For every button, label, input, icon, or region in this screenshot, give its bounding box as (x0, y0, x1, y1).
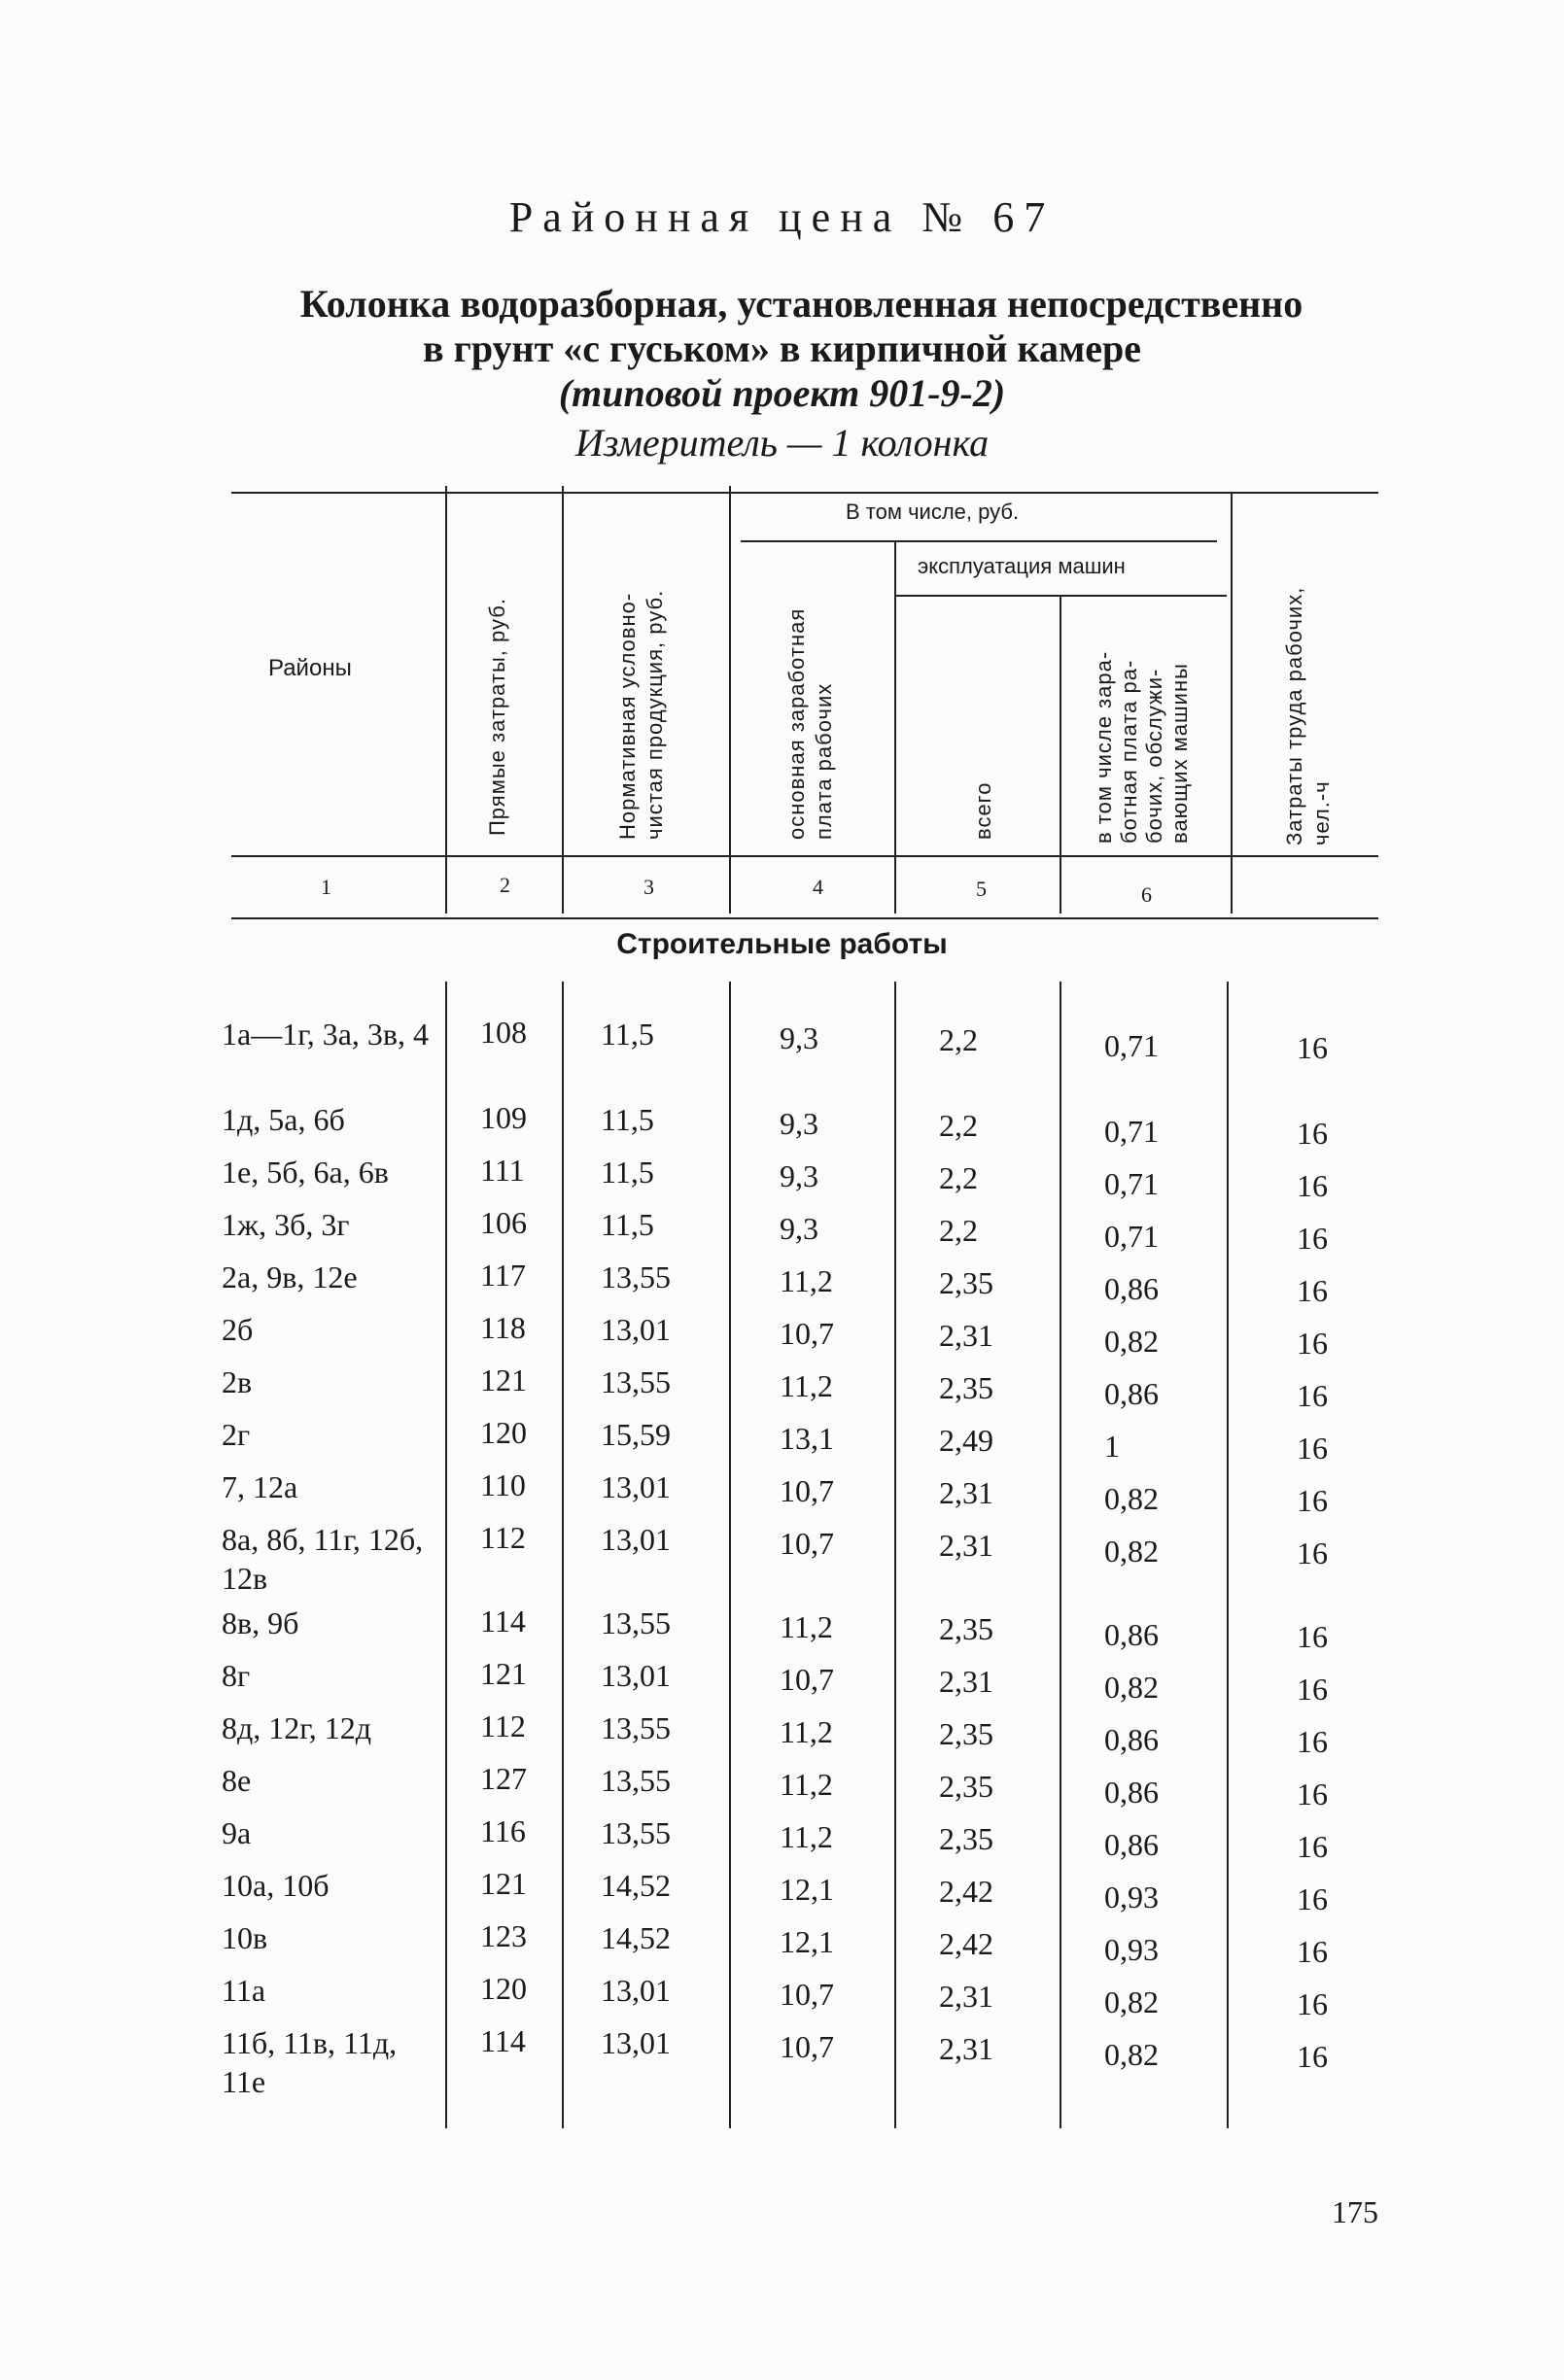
header-bottom-rule (231, 855, 1378, 857)
col-rule-4 (894, 540, 896, 914)
cell-total: 2,31 (939, 1475, 993, 1510)
cell-labor: 16 (1297, 1116, 1328, 1151)
cell-total: 2,35 (939, 1769, 993, 1804)
cell-incl: 0,82 (1104, 1670, 1159, 1705)
cell-total: 2,31 (939, 1979, 993, 2014)
cell-wage: 9,3 (780, 1106, 818, 1141)
cell-wage: 13,1 (780, 1421, 834, 1456)
cell-total: 2,2 (939, 1213, 978, 1248)
body-rule-4 (894, 982, 896, 2128)
header-incl-wage-4: вающих машины (1167, 663, 1192, 844)
cell-labor: 16 (1297, 1168, 1328, 1203)
cell-norm: 11,5 (601, 1207, 654, 1242)
cell-norm: 13,01 (601, 1522, 671, 1557)
cell-direct: 121 (480, 1656, 527, 1691)
cell-wage: 11,2 (780, 1714, 833, 1749)
cell-norm: 13,55 (601, 1259, 671, 1294)
header-base-wage-2: плата рабочих (812, 682, 836, 840)
cell-region: 8а, 8б, 11г, 12б, 12в (222, 1522, 424, 1596)
cell-wage: 11,2 (780, 1368, 833, 1403)
cell-labor: 16 (1297, 1619, 1328, 1654)
col-rule-3 (729, 486, 731, 914)
header-normative-1: Нормативная условно- (615, 592, 640, 840)
colnum-4: 4 (813, 875, 823, 899)
cell-norm: 13,55 (601, 1605, 671, 1640)
header-including: В том числе, руб. (846, 500, 1020, 524)
cell-labor: 16 (1297, 1724, 1328, 1759)
header-labor-1: Затраты труда рабочих, (1282, 586, 1306, 845)
cell-total: 2,31 (939, 1318, 993, 1353)
cell-norm: 13,55 (601, 1815, 671, 1850)
cell-incl: 1 (1104, 1429, 1120, 1464)
cell-labor: 16 (1297, 1535, 1328, 1570)
cell-wage: 11,2 (780, 1609, 833, 1644)
cell-incl: 0,86 (1104, 1617, 1159, 1652)
cell-direct: 118 (480, 1310, 526, 1345)
cell-total: 2,35 (939, 1370, 993, 1405)
colnum-1: 1 (321, 875, 331, 899)
cell-wage: 9,3 (780, 1211, 818, 1246)
cell-incl: 0,86 (1104, 1376, 1159, 1411)
cell-direct: 121 (480, 1362, 527, 1397)
cell-incl: 0,86 (1104, 1722, 1159, 1757)
header-labor-2: чел.-ч (1309, 780, 1334, 845)
cell-wage: 10,7 (780, 1977, 834, 2012)
col-rule-1 (445, 486, 447, 914)
colnum-2: 2 (500, 873, 510, 897)
including-rule (741, 540, 1217, 542)
cell-region: 8в, 9б (222, 1605, 299, 1640)
cell-incl: 0,93 (1104, 1932, 1159, 1967)
cell-norm: 13,01 (601, 2025, 671, 2060)
cell-labor: 16 (1297, 1273, 1328, 1308)
cell-incl: 0,71 (1104, 1166, 1159, 1201)
header-total: всего (971, 781, 995, 840)
cell-norm: 11,5 (601, 1017, 654, 1052)
cell-direct: 108 (480, 1015, 527, 1050)
cell-direct: 123 (480, 1918, 527, 1953)
cell-norm: 13,55 (601, 1763, 671, 1798)
cell-labor: 16 (1297, 1776, 1328, 1811)
cell-region: 8г (222, 1658, 251, 1693)
cell-norm: 13,01 (601, 1973, 671, 2008)
cell-region: 2г (222, 1417, 251, 1452)
cell-labor: 16 (1297, 2039, 1328, 2074)
cell-wage: 11,2 (780, 1263, 833, 1298)
subtitle-line-1: Колонка водоразборная, установленная непосредственно (299, 282, 1303, 326)
section-title: Строительные работы (616, 928, 948, 960)
cell-total: 2,42 (939, 1926, 993, 1961)
cell-region: 9а (222, 1815, 252, 1850)
cell-total: 2,31 (939, 1664, 993, 1699)
cell-total: 2,35 (939, 1821, 993, 1856)
cell-total: 2,2 (939, 1108, 978, 1143)
cell-region: 11а (222, 1973, 266, 2008)
cell-wage: 11,2 (780, 1767, 833, 1802)
cell-direct: 114 (480, 1604, 526, 1638)
cell-incl: 0,71 (1104, 1219, 1159, 1254)
cell-norm: 13,01 (601, 1658, 671, 1693)
body-rule-3 (729, 982, 731, 2128)
cell-region: 2в (222, 1364, 253, 1399)
cell-direct: 106 (480, 1205, 527, 1240)
cell-direct: 112 (480, 1708, 526, 1743)
cell-incl: 0,82 (1104, 1534, 1159, 1569)
colnum-bottom-rule (231, 917, 1378, 919)
cell-total: 2,49 (939, 1423, 993, 1458)
page-title: Районная цена № 67 (508, 193, 1056, 241)
col-rule-5 (1060, 595, 1061, 914)
cell-wage: 9,3 (780, 1158, 818, 1193)
cell-norm: 11,5 (601, 1102, 654, 1137)
header-direct-costs: Прямые затраты, руб. (485, 598, 509, 836)
cell-incl: 0,86 (1104, 1271, 1159, 1306)
cell-total: 2,42 (939, 1874, 993, 1909)
cell-labor: 16 (1297, 1030, 1328, 1065)
cell-labor: 16 (1297, 1431, 1328, 1466)
cell-norm: 13,55 (601, 1710, 671, 1745)
cell-incl: 0,82 (1104, 1984, 1159, 2019)
cell-total: 2,2 (939, 1022, 978, 1057)
col-rule-2 (562, 486, 564, 914)
cell-direct: 112 (480, 1520, 526, 1555)
cell-norm: 14,52 (601, 1920, 671, 1955)
header-incl-wage-2: ботная плата ра- (1117, 659, 1141, 844)
cell-norm: 13,55 (601, 1364, 671, 1399)
cell-norm: 11,5 (601, 1155, 654, 1190)
colnum-6: 6 (1141, 882, 1152, 907)
body-rule-5 (1060, 982, 1061, 2128)
cell-wage: 10,7 (780, 1662, 834, 1697)
cell-direct: 120 (480, 1415, 527, 1450)
cell-direct: 114 (480, 2023, 526, 2058)
cell-norm: 15,59 (601, 1417, 671, 1452)
cell-labor: 16 (1297, 1221, 1328, 1256)
subtitle-line-2: в грунт «с гуськом» в кирпичной камере (423, 327, 1141, 370)
cell-labor: 16 (1297, 1326, 1328, 1361)
header-incl-wage-1: в том числе зара- (1092, 650, 1116, 844)
header-normative-2: чистая продукция, руб. (643, 589, 667, 840)
body-rule-2 (562, 982, 564, 2128)
cell-wage: 9,3 (780, 1020, 818, 1055)
cell-wage: 10,7 (780, 1526, 834, 1561)
cell-region: 8е (222, 1763, 252, 1798)
cell-wage: 12,1 (780, 1924, 834, 1959)
cell-direct: 127 (480, 1761, 527, 1796)
cell-incl: 0,71 (1104, 1028, 1159, 1063)
body-rule-6 (1227, 982, 1229, 2128)
cell-total: 2,31 (939, 2031, 993, 2066)
cell-direct: 121 (480, 1866, 527, 1901)
header-regions: Районы (268, 655, 352, 681)
cell-total: 2,35 (939, 1265, 993, 1300)
cell-incl: 0,71 (1104, 1114, 1159, 1149)
cell-labor: 16 (1297, 1672, 1328, 1707)
cell-direct: 111 (480, 1153, 525, 1188)
cell-incl: 0,86 (1104, 1827, 1159, 1862)
cell-region: 11б, 11в, 11д, 11е (222, 2025, 398, 2099)
cell-total: 2,31 (939, 1528, 993, 1563)
cell-region: 10в (222, 1920, 268, 1955)
cell-region: 1а—1г, 3а, 3в, 4 (222, 1017, 430, 1052)
cell-total: 2,35 (939, 1716, 993, 1751)
machines-rule (896, 595, 1227, 597)
table-top-rule (231, 492, 1378, 494)
cell-wage: 10,7 (780, 1316, 834, 1351)
cell-labor: 16 (1297, 1934, 1328, 1969)
cell-norm: 13,01 (601, 1312, 671, 1347)
body-rule-1 (445, 982, 447, 2128)
cell-incl: 0,82 (1104, 1481, 1159, 1516)
header-machines: эксплуатация машин (918, 554, 1126, 578)
cell-wage: 11,2 (780, 1819, 833, 1854)
header-incl-wage-3: бочих, обслужи- (1142, 668, 1166, 844)
cell-direct: 117 (480, 1258, 526, 1293)
subtitle-line-3: (типовой проект 901-9-2) (558, 371, 1006, 415)
cell-labor: 16 (1297, 1378, 1328, 1413)
cell-region: 8д, 12г, 12д (222, 1710, 372, 1745)
page-number: 175 (1332, 2194, 1378, 2229)
cell-region: 7, 12а (222, 1469, 298, 1504)
cell-region: 10а, 10б (222, 1868, 330, 1903)
colnum-5: 5 (976, 877, 987, 901)
cell-total: 2,2 (939, 1160, 978, 1195)
header-base-wage-1: основная заработная (784, 607, 809, 840)
cell-region: 2б (222, 1312, 254, 1347)
cell-incl: 0,82 (1104, 1324, 1159, 1359)
cell-incl: 0,93 (1104, 1880, 1159, 1914)
cell-region: 1ж, 3б, 3г (222, 1207, 350, 1242)
cell-region: 1е, 5б, 6а, 6в (222, 1155, 389, 1190)
cell-norm: 13,01 (601, 1469, 671, 1504)
cell-total: 2,35 (939, 1611, 993, 1646)
cell-labor: 16 (1297, 1986, 1328, 2021)
cell-region: 1д, 5а, 6б (222, 1102, 345, 1137)
cell-incl: 0,86 (1104, 1775, 1159, 1810)
cell-labor: 16 (1297, 1881, 1328, 1916)
measure-unit: Измеритель — 1 колонка (574, 421, 990, 465)
cell-labor: 16 (1297, 1829, 1328, 1864)
cell-wage: 10,7 (780, 1473, 834, 1508)
cell-wage: 12,1 (780, 1872, 834, 1907)
col-rule-6 (1231, 492, 1233, 914)
colnum-3: 3 (643, 875, 654, 899)
cell-direct: 110 (480, 1467, 526, 1502)
cell-incl: 0,82 (1104, 2037, 1159, 2072)
cell-wage: 10,7 (780, 2029, 834, 2064)
cell-direct: 120 (480, 1971, 527, 2006)
cell-region: 2а, 9в, 12е (222, 1259, 358, 1294)
cell-labor: 16 (1297, 1483, 1328, 1518)
cell-direct: 109 (480, 1100, 527, 1135)
cell-direct: 116 (480, 1813, 526, 1848)
cell-norm: 14,52 (601, 1868, 671, 1903)
